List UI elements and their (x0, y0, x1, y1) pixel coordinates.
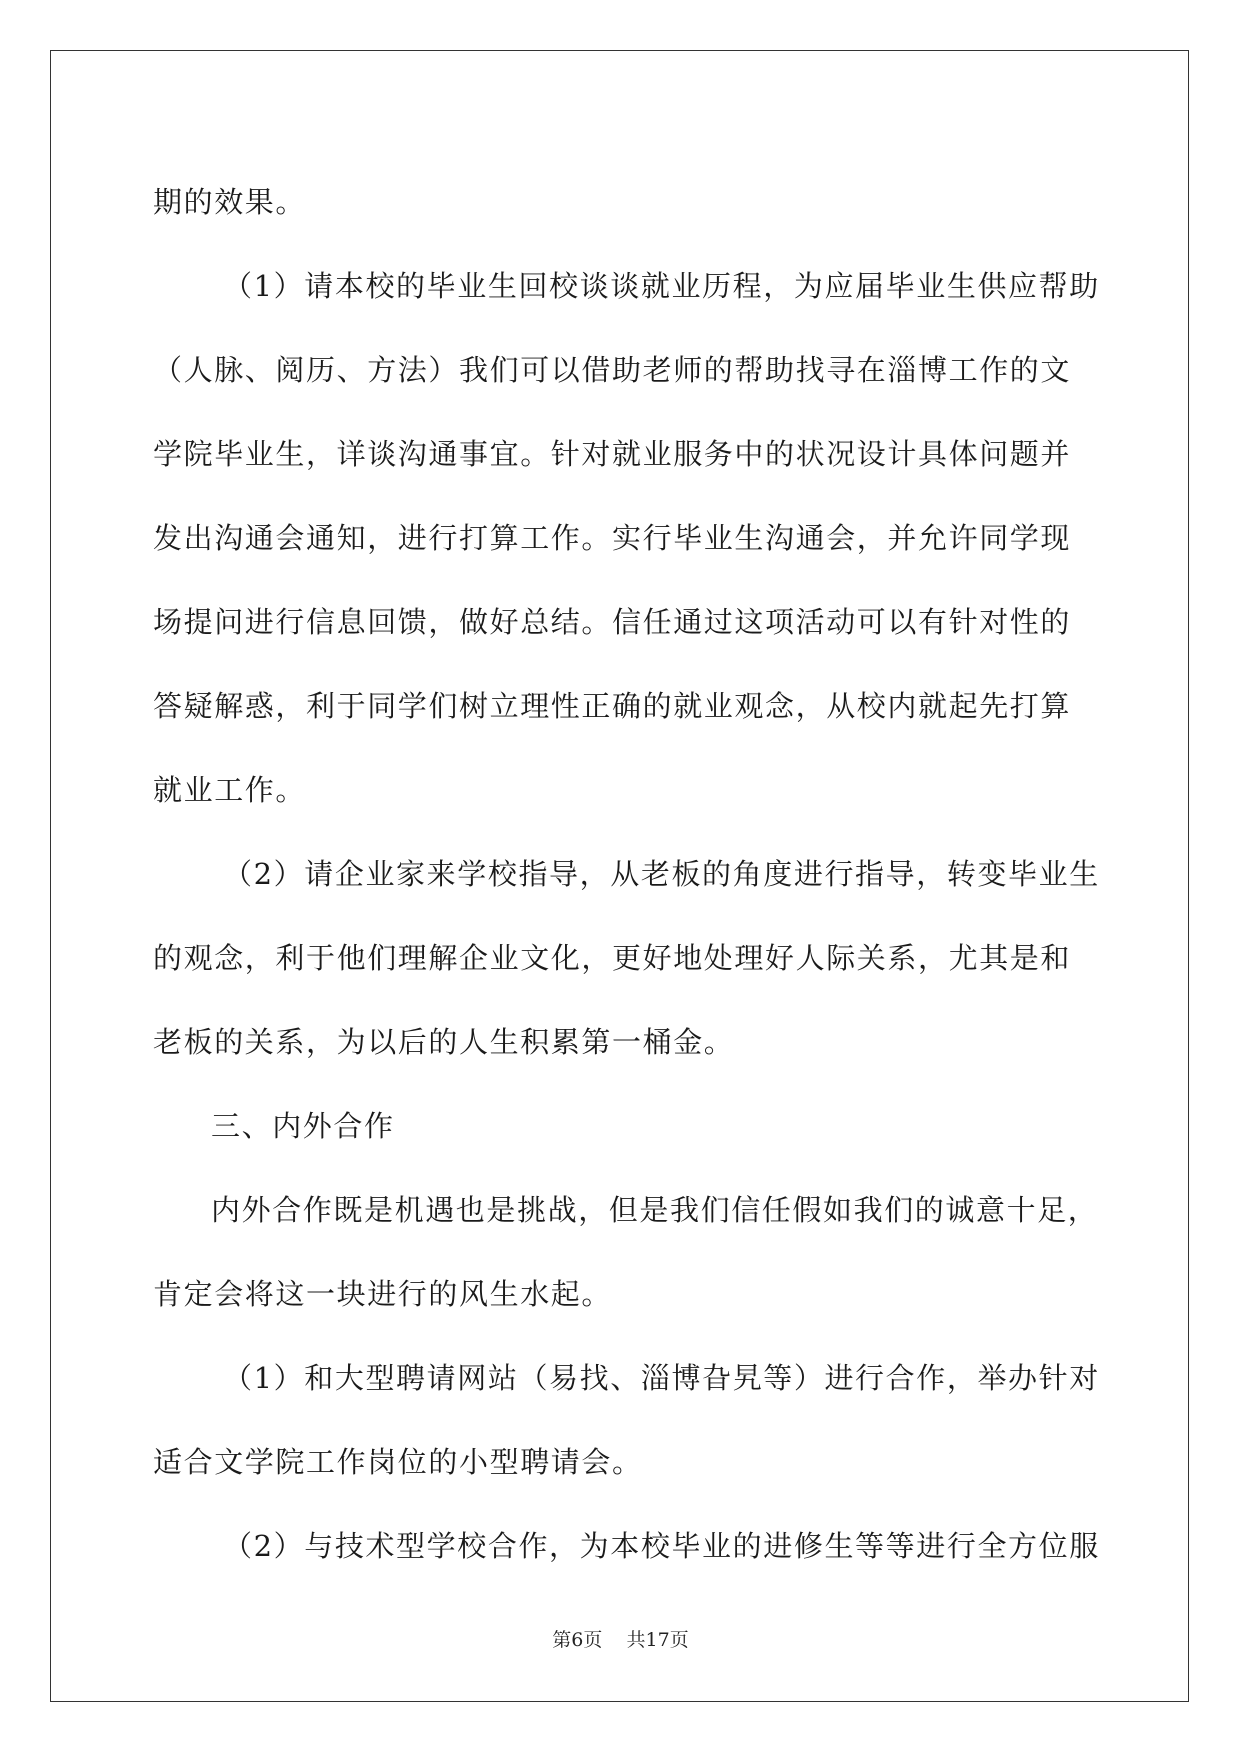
paragraph-line: （1）和大型聘请网站（易找、淄博旮旯等）进行合作，举办针对 (223, 1361, 1100, 1395)
paragraph-line: 发出沟通会通知，进行打算工作。实行毕业生沟通会，并允许同学现 (153, 521, 1072, 555)
document-body (153, 160, 1100, 1588)
page-number-footer: 第6页 共17页 (552, 1629, 689, 1651)
paragraph-line: 就业工作。 (153, 773, 307, 807)
paragraph-line: （2）与技术型学校合作，为本校毕业的进修生等等进行全方位服 (223, 1529, 1100, 1563)
paragraph-line: 的观念，利于他们理解企业文化，更好地处理好人际关系，尤其是和 (153, 941, 1072, 975)
paragraph-line: 场提问进行信息回馈，做好总结。信任通过这项活动可以有针对性的 (153, 605, 1072, 639)
paragraph-line: 肯定会将这一块进行的风生水起。 (153, 1277, 613, 1311)
paragraph-line: 老板的关系，为以后的人生积累第一桶金。 (153, 1025, 735, 1059)
paragraph-line: 学院毕业生，详谈沟通事宜。针对就业服务中的状况设计具体问题并 (153, 437, 1072, 471)
paragraph-line: 期的效果。 (153, 185, 307, 219)
paragraph-line: （1）请本校的毕业生回校谈谈就业历程，为应届毕业生供应帮助 (223, 269, 1100, 303)
paragraph-line: 答疑解惑，利于同学们树立理性正确的就业观念，从校内就起先打算 (153, 689, 1072, 723)
section-heading: 三、内外合作 (211, 1109, 395, 1143)
paragraph-line: （人脉、阅历、方法）我们可以借助老师的帮助找寻在淄博工作的文 (153, 353, 1072, 387)
paragraph-line: 内外合作既是机遇也是挑战，但是我们信任假如我们的诚意十足， (211, 1193, 1099, 1227)
paragraph-line: （2）请企业家来学校指导，从老板的角度进行指导，转变毕业生 (223, 857, 1100, 891)
paragraph-line: 适合文学院工作岗位的小型聘请会。 (153, 1445, 643, 1479)
